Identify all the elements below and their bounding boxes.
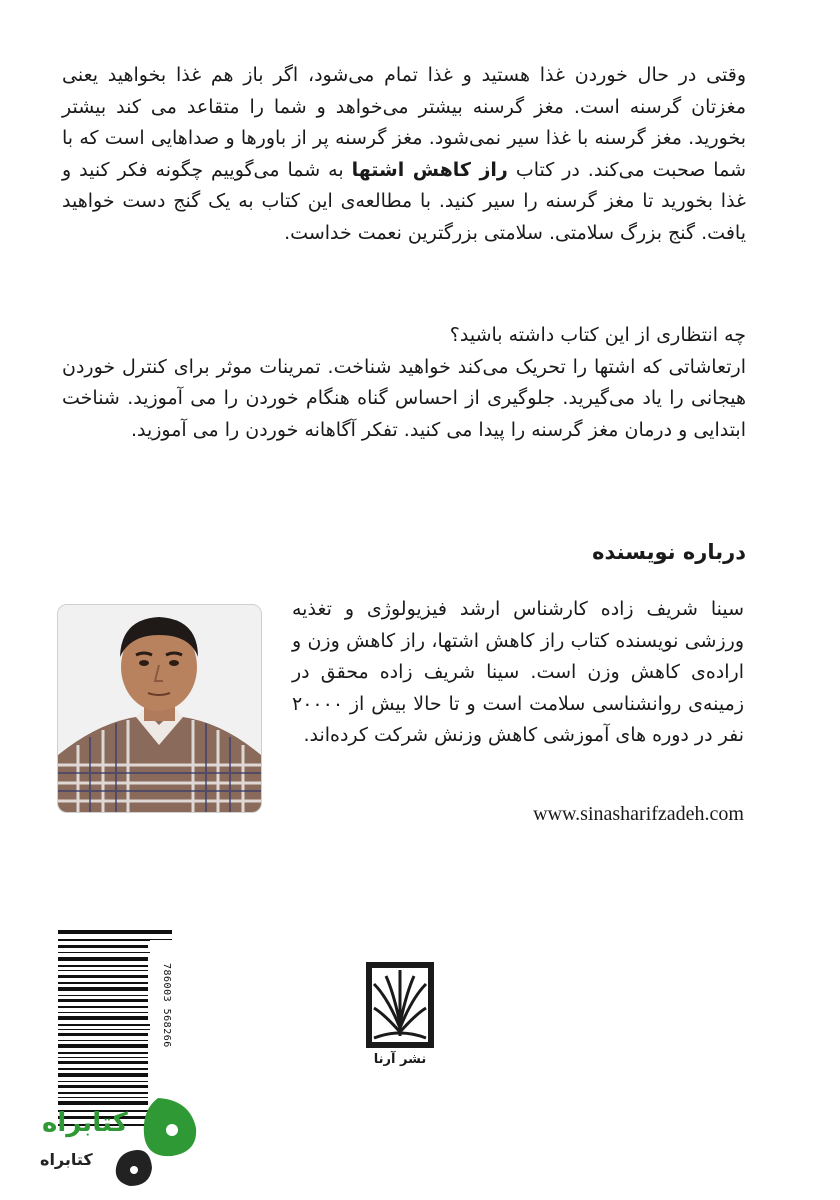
expectations-body: ارتعاشاتی که اشتها را تحریک می‌کند خواهید شناخت. تمرینات موثر برای کنترل خوردن هیجانی را یاد می‌گیرید. جلوگیری از احساس گناه هنگام خوردن را می آموزید. شناخت ابتدایی و درمان مغز گرسنه را پیدا می کنید. تفکر آگاهانه خوردن را می آموزید. [62, 355, 746, 441]
publisher-name: نشر آرنا [373, 1052, 427, 1067]
expectations-question: چه انتظاری از این کتاب داشته باشید؟ [449, 324, 746, 346]
author-photo [57, 604, 262, 813]
author-bio: سینا شریف زاده کارشناس ارشد فیزیولوژی و تغذیه ورزشی نویسنده کتاب راز کاهش اشتها، راز کاهش وزن و اراده‌ی کاهش وزن است. سینا شریف زاده محقق در زمینه‌ی روانشناسی سلامت است و تا حالا بیش از ۲۰۰۰۰ نفر در دوره های آموزشی کاهش وزنش شرکت کرده‌اند. [292, 598, 744, 746]
watermark-subtext: کتابراه [40, 1150, 93, 1169]
barcode-digits: 786003 568266 [150, 940, 172, 1070]
book-title-bold: راز کاهش اشتها [351, 158, 508, 181]
intro-text-end: به شما می‌گوییم چگونه فکر کنید و غذا بخورید تا مغز گرسنه را سیر کنید. با مطالعه‌ی این کتاب به یک گنج دست خواهید یافت. گنج بزرگ سلامتی. سلامتی بزرگترین نعمت خداست. [62, 158, 746, 244]
intro-paragraph [62, 60, 746, 249]
watermark-logo-icon [40, 1090, 210, 1190]
intro-text-start: وقتی در حال خوردن غذا هستید و غذا تمام می‌شود، اگر باز هم غذا بخواهید یعنی مغزتان گرسنه است. مغز گرسنه بیشتر می‌خواهد و شما را متقاعد می کند بیشتر بخورید. مغز گرسنه با غذا سیر نمی‌شود. مغز گرسنه پر از باورها و صداهایی است که با شما صحبت می‌کند. در کتاب [62, 64, 746, 181]
expectations-section [62, 320, 746, 446]
author-heading: درباره نویسنده [592, 540, 746, 564]
watermark-text: کتابراه [42, 1108, 128, 1138]
author-website[interactable]: www.sinasharifzadeh.com [533, 803, 744, 825]
